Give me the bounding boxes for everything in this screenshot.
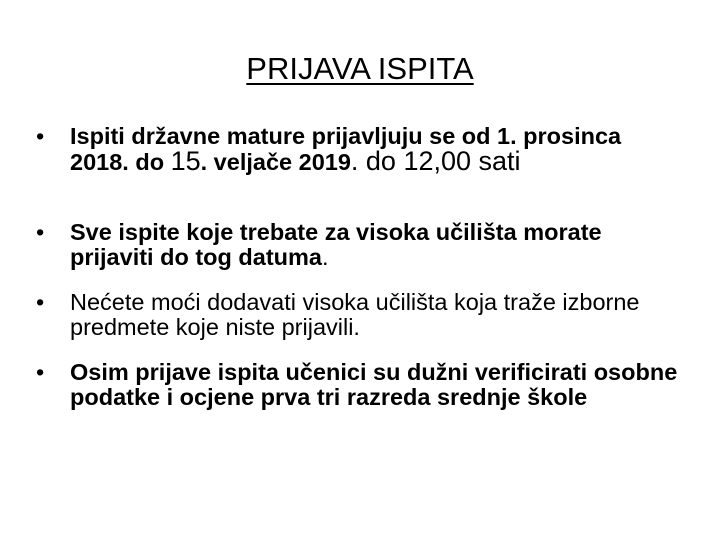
bullet-1-text-part4: . do 12,00 sati [350, 146, 521, 176]
bullet-3-text: Nećete moći dodavati visoka učilišta koja traže izborne predmete koje niste prijavili. [70, 289, 640, 340]
bullet-item-1 [36, 124, 686, 220]
bullet-marker: • [36, 289, 45, 315]
bullet-2-text-part1: Sve ispite koje trebate za visoka učilišta morate prijaviti do tog datuma [70, 219, 602, 270]
bullet-4-text: Osim prijave ispita učenici su dužni verificirati osobne podatke i ocjene prva tri razreda srednje škole [70, 359, 678, 410]
bullet-marker: • [36, 123, 45, 149]
bullet-marker: • [36, 359, 45, 385]
bullet-list [36, 124, 686, 410]
bullet-item-2 [36, 220, 686, 290]
bullet-1-text-part1: Ispiti državne mature prijavljuju se od 1. prosinca 2018. do [70, 123, 622, 175]
bullet-2-text-part2: . [321, 244, 329, 270]
bullet-marker: • [36, 219, 45, 245]
bullet-item-3 [36, 290, 686, 360]
slide-title [0, 50, 720, 88]
slide-title-text: PRIJAVA ISPITA [246, 51, 474, 86]
bullet-1-text-part3: . veljače 2019 [200, 149, 351, 175]
bullet-1-text-part2: 15 [170, 146, 201, 176]
bullet-item-4 [36, 360, 686, 410]
